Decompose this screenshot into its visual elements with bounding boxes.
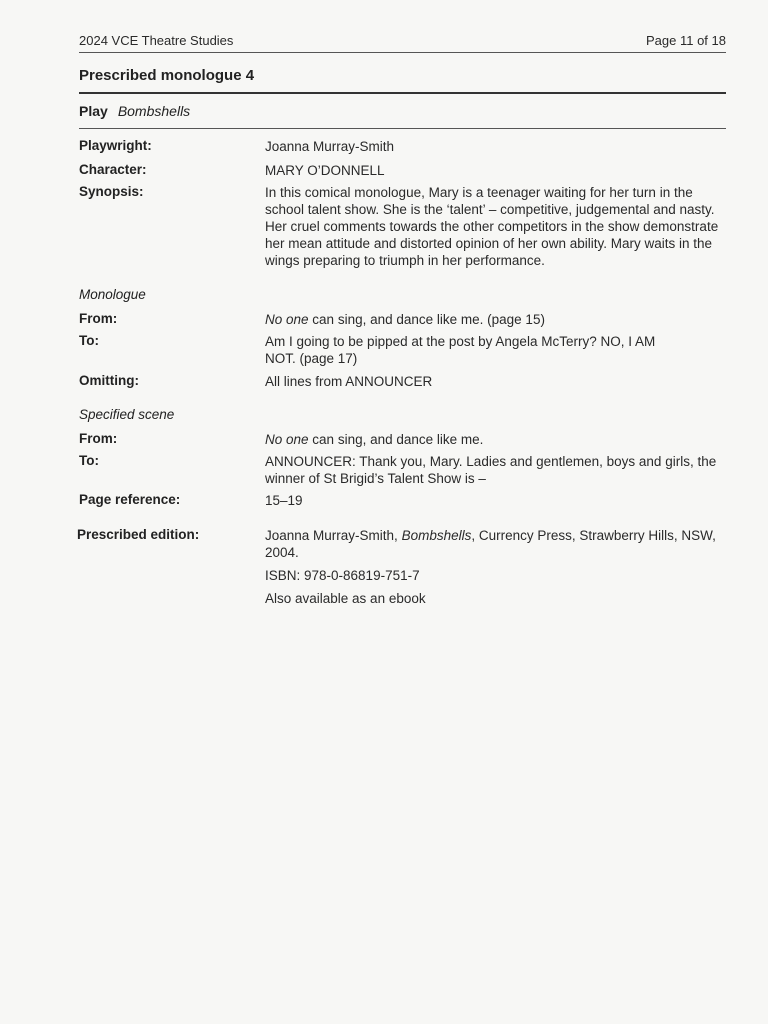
title-rule	[79, 92, 726, 94]
scene-to-value: ANNOUNCER: Thank you, Mary. Ladies and gentlemen, boys and girls, the winner of St Brigid’s Talent Show is –	[265, 454, 717, 486]
character-value: MARY O’DONNELL	[265, 163, 385, 178]
synopsis-value: In this comical monologue, Mary is a teenager waiting for her turn in the school talent show. She is the ‘talent’ – competitive, judgemental and nasty. Her cruel comments towards the other competitors in the show demonstrate her mean attitude and distorted opinion of her own ability. Mary waits in the wings preparing to triumph in her performance.	[265, 185, 719, 268]
omitting-value: All lines from ANNOUNCER	[265, 374, 433, 389]
monologue-from-label: From:	[79, 311, 118, 326]
scene-from-rest: can sing, and dance like me.	[308, 432, 484, 447]
synopsis-label: Synopsis:	[79, 184, 144, 199]
scene-to-label: To:	[79, 453, 99, 468]
section-title: Prescribed monologue 4	[79, 67, 255, 84]
playwright-value: Joanna Murray-Smith	[265, 139, 395, 154]
page-reference-label: Page reference:	[79, 492, 181, 507]
scene-heading: Specified scene	[79, 407, 175, 422]
scene-from-label: From:	[79, 431, 118, 446]
scene-from-value	[265, 431, 725, 448]
play-row	[79, 103, 190, 119]
page-reference-value: 15–19	[265, 493, 303, 508]
monologue-from-value	[265, 311, 725, 328]
edition-isbn: ISBN: 978-0-86819-751-7	[265, 568, 420, 583]
page-number: Page 11 of 18	[646, 33, 726, 48]
monologue-from-rest: can sing, and dance like me. (page 15)	[308, 312, 545, 327]
edition-author: Joanna Murray-Smith,	[265, 528, 402, 543]
play-label: Play	[79, 103, 108, 119]
character-label: Character:	[79, 162, 147, 177]
edition-label: Prescribed edition:	[77, 527, 200, 542]
play-rule	[79, 128, 726, 129]
edition-title: Bombshells	[401, 528, 472, 543]
edition-ebook: Also available as an ebook	[265, 591, 426, 606]
monologue-from-italic: No one	[265, 312, 309, 327]
header-rule	[79, 52, 726, 53]
playwright-label: Playwright:	[79, 138, 152, 153]
edition-citation	[265, 527, 725, 561]
edition-publisher: , Currency Press, Strawberry Hills, NSW, 2004.	[265, 528, 716, 560]
play-name: Bombshells	[117, 103, 191, 119]
monologue-heading: Monologue	[79, 287, 146, 302]
monologue-to-label: To:	[79, 333, 99, 348]
scene-from-italic: No one	[265, 432, 309, 447]
omitting-label: Omitting:	[79, 373, 139, 388]
monologue-to-value: Am I going to be pipped at the post by Angela McTerry? NO, I AM NOT. (page 17)	[265, 334, 656, 366]
document-title: 2024 VCE Theatre Studies	[79, 33, 234, 48]
